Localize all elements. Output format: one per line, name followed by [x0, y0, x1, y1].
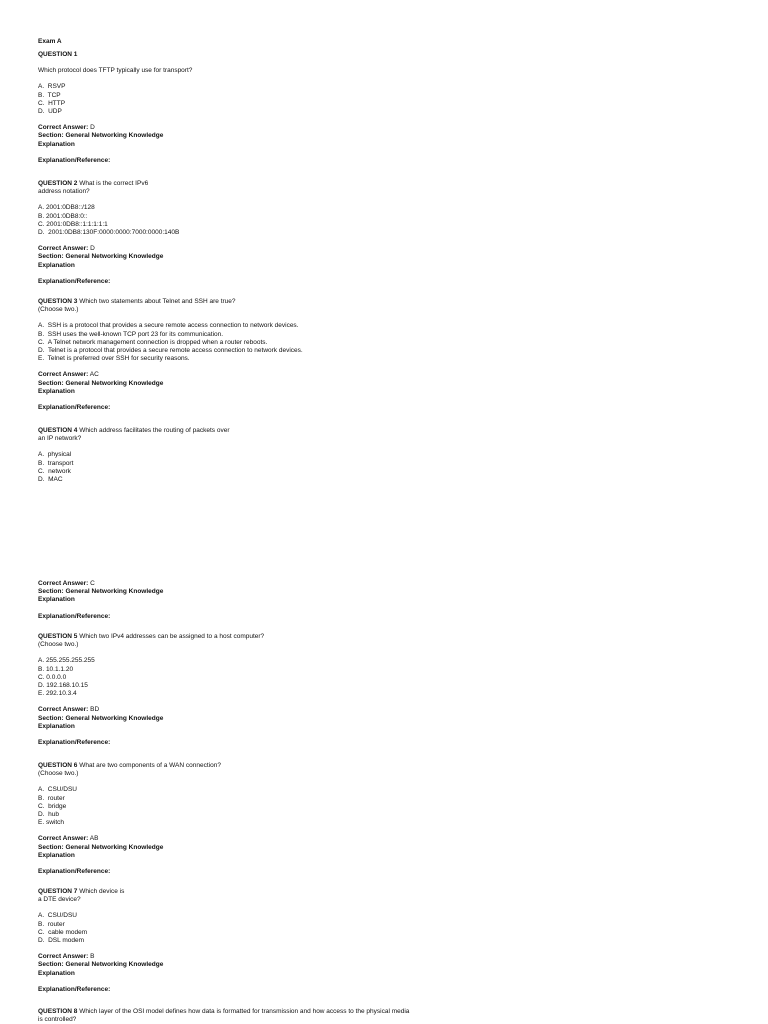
question-text: (Choose two.)	[38, 770, 79, 778]
question-4	[38, 427, 638, 484]
question-4-answer	[38, 580, 638, 621]
correct-answer: Correct Answer: D	[38, 124, 95, 132]
option: C. A Telnet network management connection is dropped when a router reboots.	[38, 338, 268, 346]
option: B. TCP	[38, 91, 61, 99]
question-text: an IP network?	[38, 435, 82, 443]
question-text: What are two components of a WAN connection?	[79, 762, 221, 769]
explanation-label: Explanation	[38, 851, 75, 859]
option: C. network	[38, 467, 71, 475]
option: C. HTTP	[38, 99, 66, 107]
question-label: QUESTION 2	[38, 180, 78, 187]
question-label: QUESTION 3	[38, 298, 78, 305]
question-8	[38, 1008, 638, 1024]
option: B. 2001:0DB8:0::	[38, 212, 88, 220]
explanation-label: Explanation	[38, 261, 75, 269]
explanation-reference-label: Explanation/Reference:	[38, 404, 111, 412]
correct-answer: Correct Answer: BD	[38, 706, 100, 714]
correct-answer: Correct Answer: AC	[38, 371, 99, 379]
option: C. 0.0.0.0	[38, 673, 67, 681]
explanation-reference-label: Explanation/Reference:	[38, 739, 111, 747]
option: A. physical	[38, 451, 72, 459]
question-text: Which protocol does TFTP typically use for transport?	[38, 67, 193, 75]
option: A. SSH is a protocol that provides a secure remote access connection to network devices.	[38, 322, 299, 330]
question-5	[38, 633, 638, 747]
question-label: QUESTION 8	[38, 1008, 78, 1015]
explanation-reference-label: Explanation/Reference:	[38, 868, 111, 876]
option: D. MAC	[38, 476, 63, 484]
question-2	[38, 180, 638, 286]
option: B. router	[38, 794, 65, 802]
section-label: Section: General Networking Knowledge	[38, 843, 164, 851]
question-text: Which two statements about Telnet and SSH are true?	[79, 298, 236, 305]
question-text: (Choose two.)	[38, 641, 79, 649]
option: D. UDP	[38, 108, 62, 116]
option: A. CSU/DSU	[38, 912, 78, 920]
option: C. bridge	[38, 802, 67, 810]
option: B. 10.1.1.20	[38, 665, 74, 673]
option: D. DSL modem	[38, 937, 84, 945]
option: D. hub	[38, 811, 59, 819]
explanation-label: Explanation	[38, 596, 75, 604]
exam-title: Exam A	[38, 38, 62, 45]
option: E. 292.10.3.4	[38, 690, 77, 698]
explanation-reference-label: Explanation/Reference:	[38, 612, 111, 620]
question-3	[38, 298, 638, 412]
section-label: Section: General Networking Knowledge	[38, 714, 164, 722]
question-label: QUESTION 6	[38, 762, 78, 769]
option: E. Telnet is preferred over SSH for security reasons.	[38, 355, 190, 363]
question-text: a DTE device?	[38, 896, 81, 904]
question-text: (Choose two.)	[38, 306, 79, 314]
explanation-label: Explanation	[38, 387, 75, 395]
option: D. Telnet is a protocol that provides a secure remote access connection to network devices.	[38, 347, 303, 355]
question-label: QUESTION 7	[38, 888, 78, 895]
question-label: QUESTION 5	[38, 633, 78, 640]
option: D. 192.168.10.15	[38, 682, 88, 690]
option: D. 2001:0DB8:130F:0000:0000:7000:0000:140B	[38, 229, 180, 237]
question-label: QUESTION 4	[38, 427, 78, 434]
question-7	[38, 888, 638, 994]
question-1	[38, 51, 638, 165]
option: A. 2001:0DB8::/128	[38, 204, 95, 212]
option: C. 2001:0DB8::1:1:1:1:1	[38, 220, 108, 228]
option: E. switch	[38, 819, 65, 827]
question-text: Which address facilitates the routing of packets over	[79, 427, 230, 434]
correct-answer: Correct Answer: B	[38, 953, 95, 961]
question-text: is controlled?	[38, 1016, 77, 1024]
explanation-label: Explanation	[38, 140, 75, 148]
explanation-label: Explanation	[38, 969, 75, 977]
question-text: Which device is	[79, 888, 125, 895]
question-text: address notation?	[38, 188, 90, 196]
question-label: QUESTION 1	[38, 51, 78, 58]
option: A. 255.255.255.255	[38, 657, 95, 665]
option: A. CSU/DSU	[38, 786, 78, 794]
explanation-reference-label: Explanation/Reference:	[38, 985, 111, 993]
question-text: Which layer of the OSI model defines how data is formatted for transmission and how access to the physical media	[79, 1008, 410, 1015]
question-text: Which two IPv4 addresses can be assigned to a host computer?	[79, 633, 265, 640]
explanation-reference-label: Explanation/Reference:	[38, 156, 111, 164]
section-label: Section: General Networking Knowledge	[38, 253, 164, 261]
section-label: Section: General Networking Knowledge	[38, 588, 164, 596]
option: A. RSVP	[38, 83, 66, 91]
section-label: Section: General Networking Knowledge	[38, 379, 164, 387]
correct-answer: Correct Answer: D	[38, 245, 95, 253]
explanation-reference-label: Explanation/Reference:	[38, 277, 111, 285]
question-6	[38, 762, 638, 876]
option: C. cable modem	[38, 928, 88, 936]
option: B. router	[38, 920, 65, 928]
question-text: What is the correct IPv6	[79, 180, 149, 187]
explanation-label: Explanation	[38, 722, 75, 730]
option: B. SSH uses the well-known TCP port 23 for its communication.	[38, 330, 224, 338]
correct-answer: Correct Answer: AB	[38, 835, 99, 843]
option: B. transport	[38, 459, 74, 467]
section-label: Section: General Networking Knowledge	[38, 132, 164, 140]
section-label: Section: General Networking Knowledge	[38, 961, 164, 969]
correct-answer: Correct Answer: C	[38, 580, 95, 587]
